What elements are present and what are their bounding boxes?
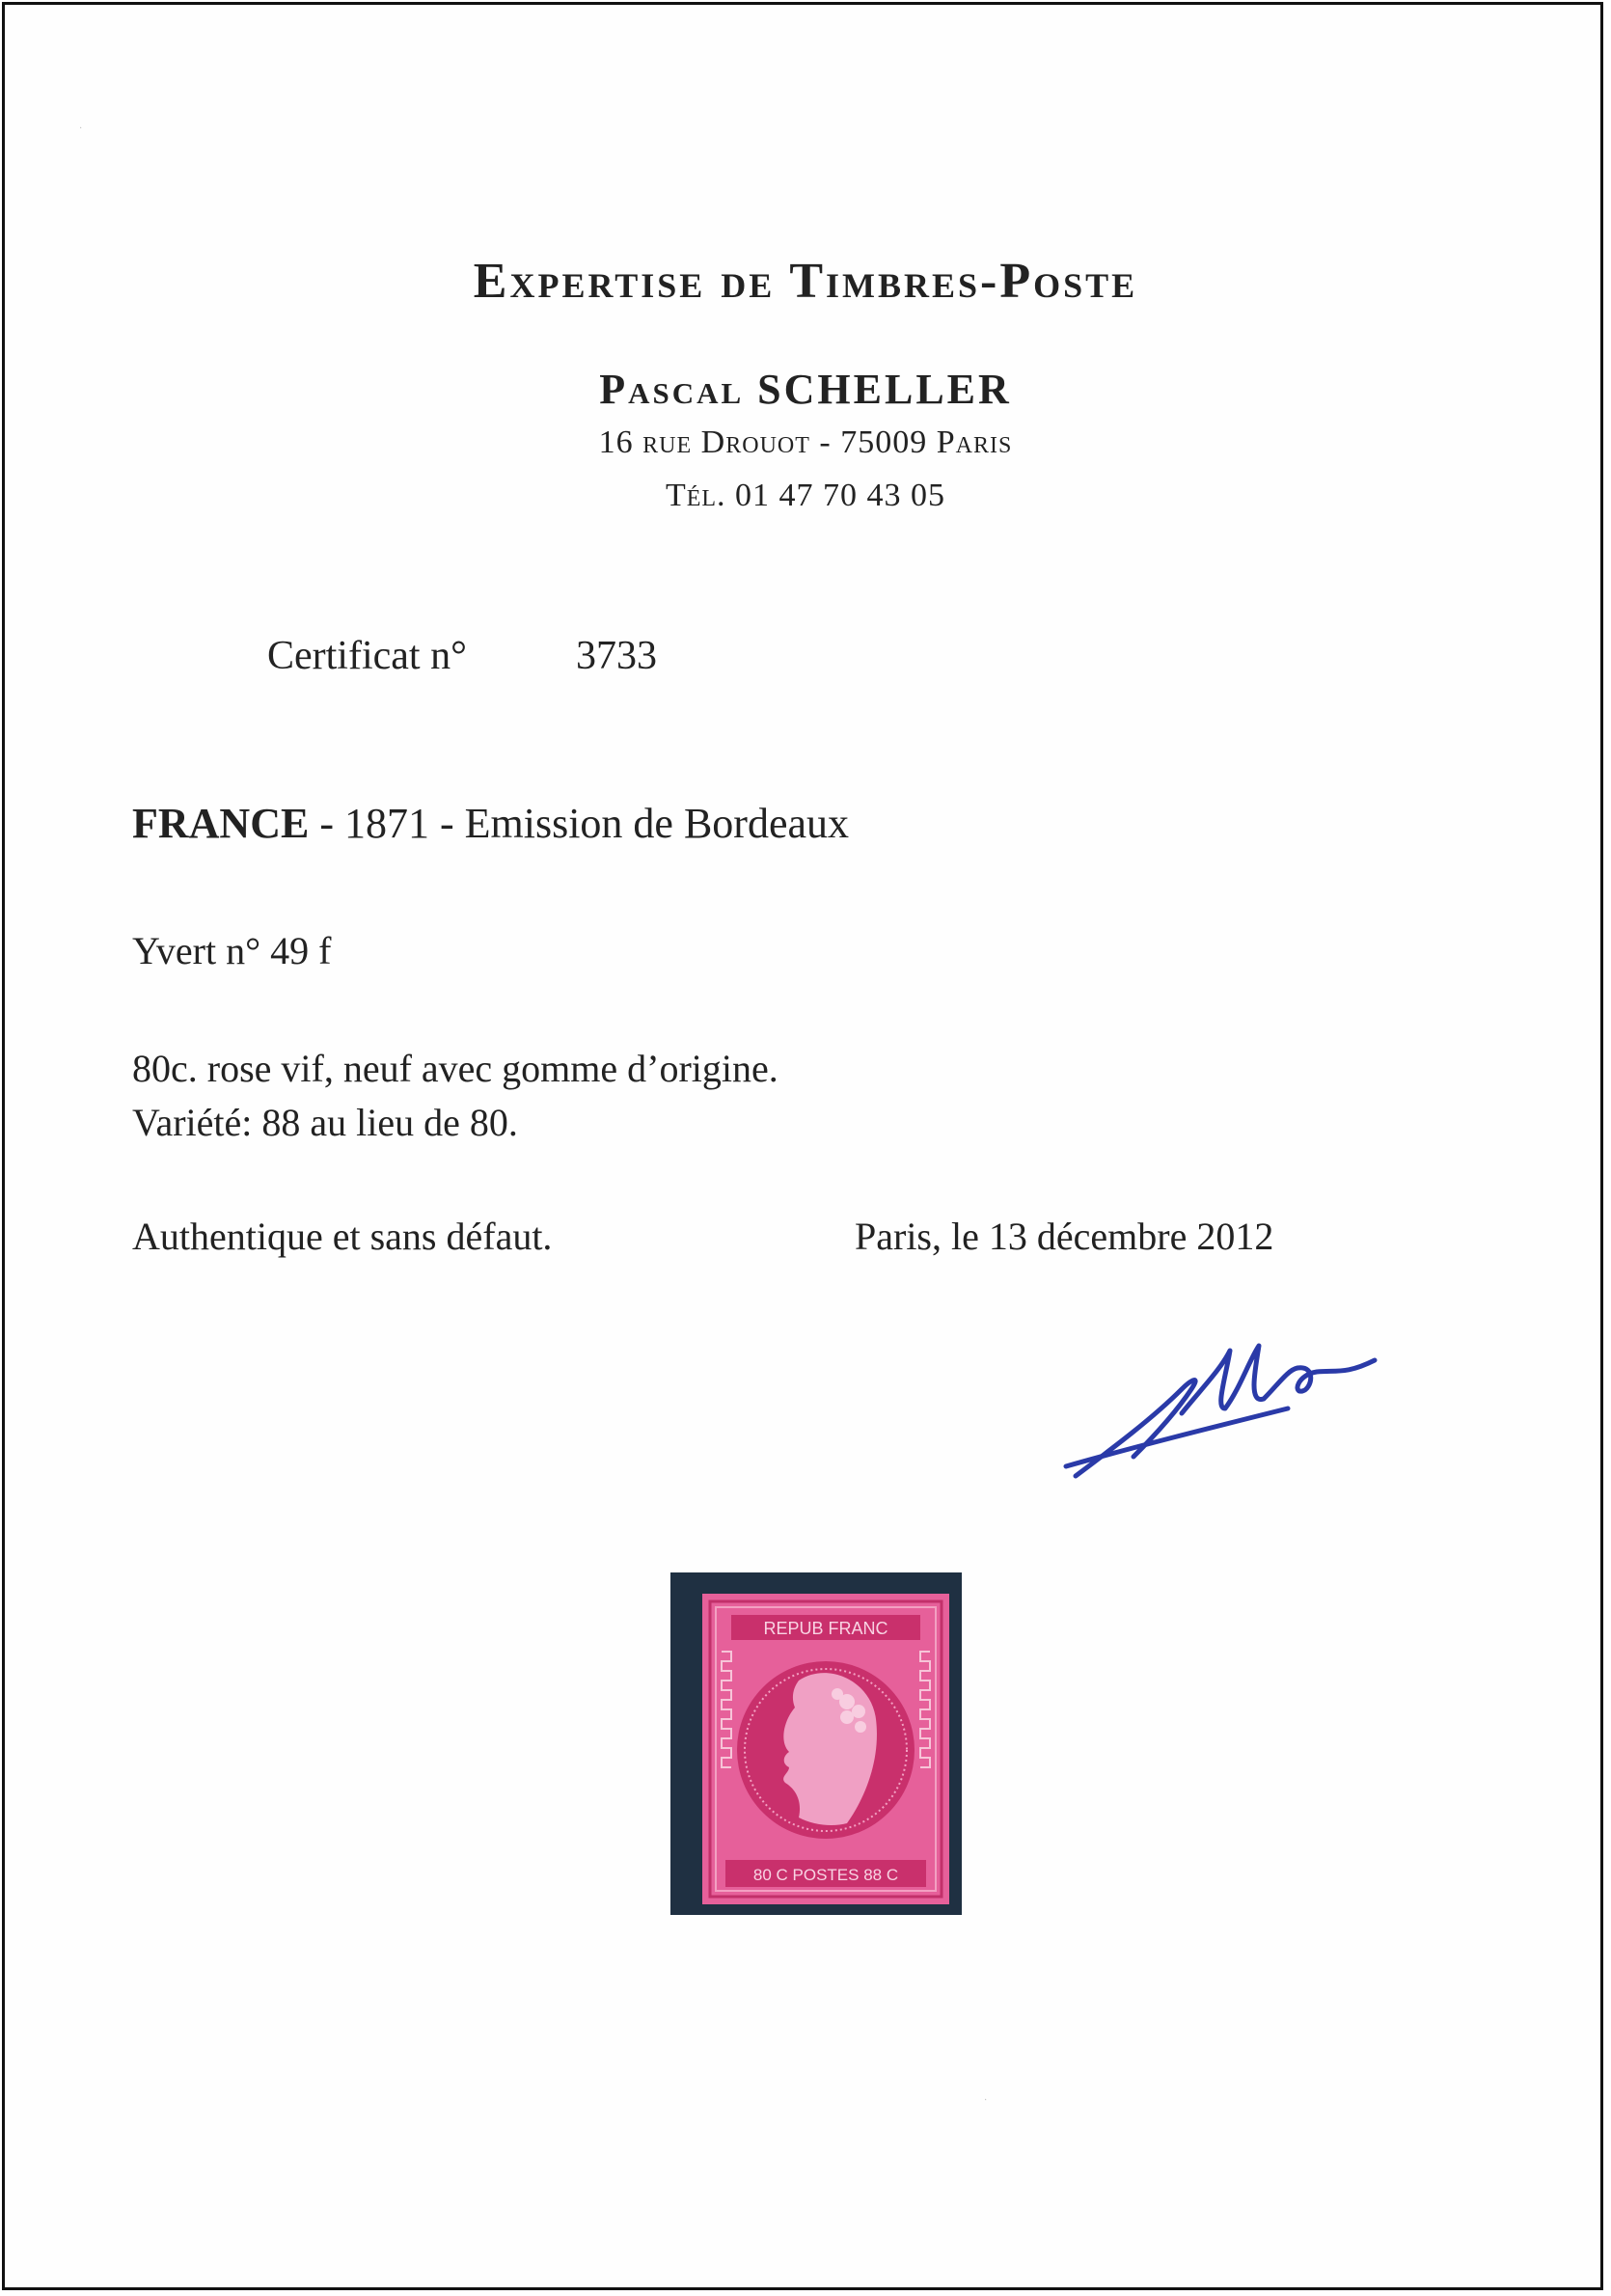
stamp-variety: Variété: 88 au lieu de 80. <box>132 1101 518 1144</box>
expert-name: Pascal SCHELLER <box>599 366 1012 413</box>
stamp-issue-line <box>132 799 849 848</box>
catalogue-number: Yvert n° 49 f <box>132 929 332 972</box>
stamp-description: 80c. rose vif, neuf avec gomme d’origine. <box>132 1047 778 1090</box>
certificate-number: 3733 <box>576 634 657 678</box>
stamp-image <box>702 1594 949 1904</box>
stamp-country: FRANCE <box>132 800 310 847</box>
paper-speck: · <box>984 2095 988 2106</box>
place-date: Paris, le 13 décembre 2012 <box>855 1215 1274 1258</box>
authenticity-statement: Authentique et sans défaut. <box>132 1215 553 1258</box>
certificate-heading: Expertise de Timbres-Poste <box>473 254 1138 309</box>
signature <box>1056 1331 1404 1486</box>
stamp-issue: - 1871 - Emission de Bordeaux <box>309 800 850 847</box>
certificate-page <box>2 2 1603 2290</box>
paper-speck: · <box>79 123 83 134</box>
expert-phone: Tél. 01 47 70 43 05 <box>665 478 946 513</box>
stamp-top-text: REPUB FRANC <box>763 1619 888 1638</box>
expert-address: 16 rue Drouot - 75009 Paris <box>598 424 1013 460</box>
certificate-number-label: Certificat n° <box>267 634 467 678</box>
stamp-bottom-text: 80 C POSTES 88 C <box>752 1866 899 1884</box>
